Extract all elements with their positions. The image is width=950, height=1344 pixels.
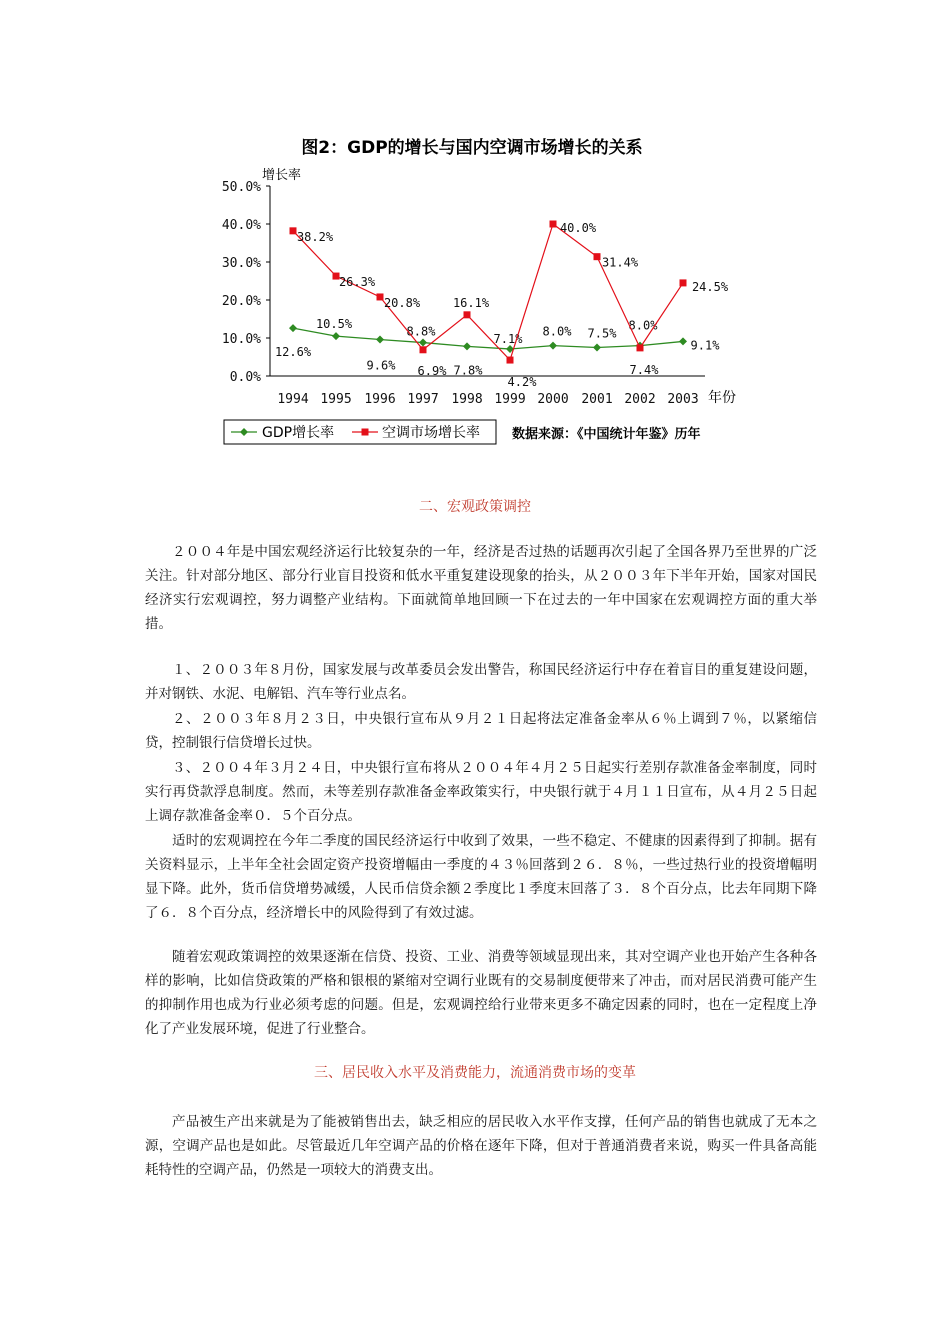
paragraph-income-support: 产品被生产出来就是为了能被销售出去，缺乏相应的居民收入水平作支撑，任何产品的销售也就成了无本之源，空调产品也是如此。尽管最近几年空调产品的价格在逐年下降，但对于普通消费者来说，购买一件具备高能耗特性的空调产品，仍然是一项较大的消费支出。 — [145, 1114, 817, 1178]
aircon-data-label: 24.5% — [691, 279, 729, 294]
gdp-point — [376, 336, 384, 344]
y-axis-label: 增长率 — [262, 168, 302, 183]
gdp-data-label: 8.8% — [406, 324, 436, 339]
x-tick-label: 1996 — [364, 392, 396, 407]
aircon-point — [594, 253, 601, 260]
x-tick-label: 2003 — [667, 392, 699, 407]
series-line-1 — [293, 224, 683, 360]
section-heading-income-consumption: 三、居民收入水平及消费能力，流通消费市场的变革 — [314, 1065, 636, 1081]
x-tick-label: 1999 — [494, 392, 526, 407]
gdp-data-label: 9.6% — [366, 358, 396, 373]
aircon-point — [420, 346, 427, 353]
aircon-point — [637, 344, 644, 351]
section-heading-macro-policy: 二、宏观政策调控 — [419, 499, 531, 515]
aircon-point — [680, 279, 687, 286]
legend — [224, 420, 496, 444]
x-tick-label: 2002 — [624, 392, 656, 407]
gdp-point — [289, 324, 297, 332]
data-source-note: 数据来源：《中国统计年鉴》历年 — [512, 427, 701, 442]
gdp-data-label: 7.1% — [493, 332, 523, 347]
aircon-point — [464, 311, 471, 318]
gdp-data-label: 12.6% — [274, 345, 312, 360]
aircon-data-label: 31.4% — [601, 255, 639, 270]
x-tick-label: 2001 — [581, 392, 613, 407]
aircon-data-label: 6.9% — [417, 363, 447, 378]
aircon-point — [507, 357, 514, 364]
aircon-data-label: 7.4% — [629, 362, 659, 377]
gdp-data-label: 8.0% — [542, 324, 572, 339]
plot-area — [222, 180, 729, 407]
aircon-data-label: 4.2% — [507, 375, 537, 390]
x-tick-label: 1995 — [320, 392, 352, 407]
aircon-data-label: 16.1% — [452, 295, 490, 310]
x-tick-label: 1994 — [277, 392, 309, 407]
x-tick-label: 1998 — [451, 392, 483, 407]
legend-aircon-label: 空调市场增长率 — [382, 425, 480, 441]
y-tick-label: 50.0% — [221, 180, 261, 195]
gdp-aircon-growth-chart — [200, 128, 760, 458]
aircon-point — [377, 293, 384, 300]
x-tick-label: 1997 — [407, 392, 439, 407]
gdp-point — [332, 332, 340, 340]
gdp-point — [463, 342, 471, 350]
gdp-point — [549, 342, 557, 350]
legend-gdp-label: GDP增长率 — [262, 425, 335, 441]
gdp-data-label: 7.8% — [453, 363, 483, 378]
gdp-data-label: 8.0% — [628, 318, 658, 333]
y-tick-label: 0.0% — [229, 370, 261, 385]
gdp-data-label: 7.5% — [587, 326, 617, 341]
chart-canvas — [200, 128, 760, 458]
y-tick-label: 20.0% — [221, 294, 261, 309]
chart-title: 图2：GDP的增长与国内空调市场增长的关系 — [301, 138, 643, 158]
gdp-point — [679, 337, 687, 345]
series-line-0 — [293, 328, 683, 349]
aircon-point — [290, 227, 297, 234]
x-tick-label: 2000 — [537, 392, 569, 407]
paragraph-measure-1: １、２００３年８月份，国家发展与改革委员会发出警告，称国民经济运行中存在着盲目的重复建设问题，并对钢铁、水泥、电解铝、汽车等行业点名。 — [145, 662, 817, 702]
paragraph-measure-3: ３、２００４年３月２４日，中央银行宣布将从２００４年４月２５日起实行差别存款准备金率制度，同时实行再贷款浮息制度。然而，未等差别存款准备金率政策实行，中央银行就于４月１１日宣布，从４月２５日起上调存款准备金率０．５个百分点。 — [145, 760, 817, 824]
y-tick-label: 10.0% — [221, 332, 261, 347]
aircon-data-label: 40.0% — [559, 221, 597, 235]
y-tick-label: 30.0% — [221, 256, 261, 271]
gdp-data-label: 10.5% — [315, 317, 353, 332]
gdp-point — [593, 344, 601, 352]
paragraph-2004-overview: ２００４年是中国宏观经济运行比较复杂的一年，经济是否过热的话题再次引起了全国各界乃至世界的广泛关注。针对部分地区、部分行业盲目投资和低水平重复建设现象的抬头，从２００３年下半年开始，国家对国民经济实行宏观调控，努力调整产业结构。下面就简单地回顾一下在过去的一年中国家在宏观调控方面的重大举措。 — [145, 544, 817, 632]
gdp-point — [419, 339, 427, 347]
x-axis-label: 年份 — [708, 390, 736, 406]
aircon-data-label: 20.8% — [383, 295, 421, 310]
paragraph-industry-impact: 随着宏观政策调控的效果逐渐在信贷、投资、工业、消费等领域显现出来，其对空调产业也开始产生各种各样的影响，比如信贷政策的严格和银根的紧缩对空调行业既有的交易制度便带来了冲击，而对居民消费可能产生的抑制作用也成为行业必须考虑的问题。但是，宏观调控给行业带来更多不确定因素的同时，也在一定程度上净化了产业发展环境，促进了行业整合。 — [145, 949, 817, 1037]
gdp-data-label: 9.1% — [690, 338, 720, 353]
aircon-data-label: 26.3% — [338, 275, 376, 290]
legend-aircon-marker — [362, 429, 369, 436]
paragraph-policy-effect: 适时的宏观调控在今年二季度的国民经济运行中收到了效果，一些不稳定、不健康的因素得到了抑制。据有关资料显示，上半年全社会固定资产投资增幅由一季度的４３％回落到２６．８％，一些过热行业的投资增幅明显下降。此外，货币信贷增势减缓，人民币信贷余额２季度比１季度末回落了３．８个百分点，比去年同期下降了６．８个百分点，经济增长中的风险得到了有效过滤。 — [145, 833, 817, 921]
paragraph-measure-2: ２、２００３年８月２３日，中央银行宣布从９月２１日起将法定准备金率从６％上调到７％，以紧缩信贷，控制银行信贷增长过快。 — [145, 711, 817, 751]
aircon-point — [550, 221, 557, 228]
aircon-data-label: 38.2% — [296, 229, 334, 244]
y-tick-label: 40.0% — [221, 218, 261, 233]
